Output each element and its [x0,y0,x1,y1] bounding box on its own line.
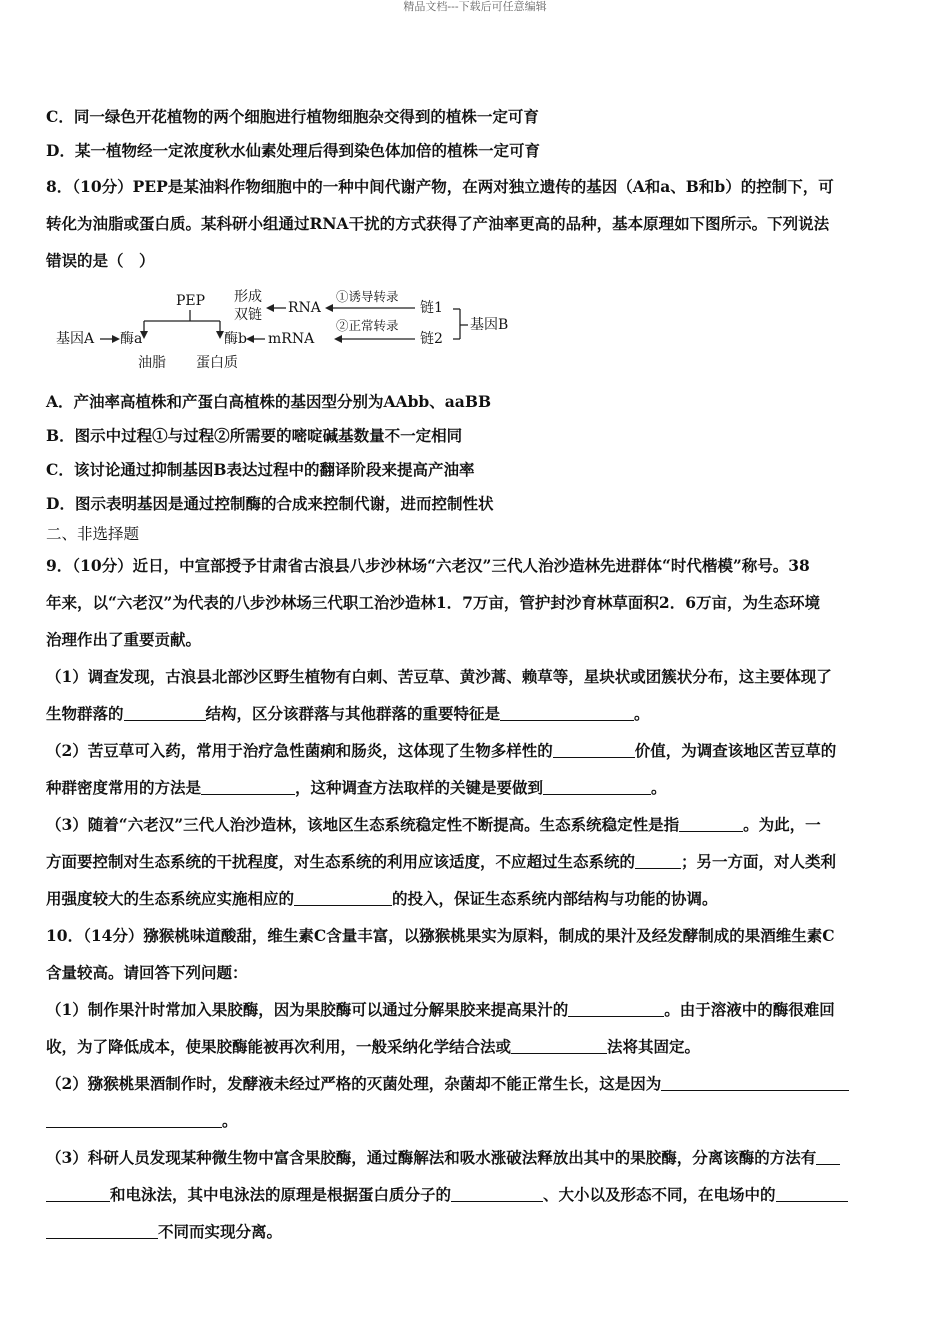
text-segment: （1）制作果汁时常加入果胶酶，因为果胶酶可以通过分解果胶来提高果汁的 [46,1000,569,1019]
enzyme-b-label: 酶b [224,331,247,347]
text-segment: 法将其固定。 [607,1037,701,1056]
q8-option-b: B．图示中过程①与过程②所需要的嘧啶碱基数量不一定相同 [46,426,463,445]
text-segment: 。 [651,778,667,797]
text-segment: 不同而实现分离。 [158,1222,283,1241]
q10-line-1: 10．（14分）猕猴桃味道酸甜，维生素C含量丰富，以猕猴桃果实为原料，制成的果汁及经发酵制成的果酒维生素C [46,926,835,945]
answer-blank[interactable] [679,813,743,832]
answer-blank[interactable] [776,1183,848,1202]
text-segment: （2）苦豆草可入药，常用于治疗急性菌痢和肠炎，这体现了生物多样性的 [46,741,553,760]
text-segment: ；另一方面，对人类利 [681,852,837,871]
q9-line-2: 年来，以“六老汉”为代表的八步沙林场三代职工治沙造林1．7万亩，管护封沙育林草面积2．6万亩，为生态环境 [46,593,820,612]
q10-sub3-line-2 [46,1176,908,1213]
answer-blank[interactable] [661,1072,849,1091]
text-segment: 的投入，保证生态系统内部结构与功能的协调。 [392,889,718,908]
page-header: 精品文档---下载后可任意编辑 [403,0,547,13]
q9-sub3-line-3 [46,880,908,917]
q9-sub1-line-2 [46,695,908,732]
text-segment: 价值，为调查该地区苦豆草的 [634,741,837,760]
form-label: 形成 [234,289,262,305]
text-segment: 。 [222,1111,238,1130]
answer-blank[interactable] [451,1183,543,1202]
q10-sub3-line-3 [46,1213,908,1250]
text-segment: 种群密度常用的方法是 [46,778,202,797]
answer-blank[interactable] [46,1220,158,1239]
normal-transcription-label: ②正常转录 [336,318,399,333]
text-segment: 用强度较大的生态系统应实施相应的 [46,889,295,908]
rna-label: RNA [288,300,321,316]
rna-interference-diagram [50,285,570,377]
text-segment: （3）随着“六老汉”三代人治沙造林，该地区生态系统稳定性不断提高。生态系统稳定性是指 [46,815,680,834]
q8-line-2: 转化为油脂或蛋白质。某科研小组通过RNA干扰的方式获得了产油率更高的品种，基本原理如下图所示。下列说法 [46,214,830,233]
q9-sub3-line-1 [46,806,908,843]
answer-blank[interactable] [816,1146,840,1165]
text-segment: （3）科研人员发现某种微生物中富含果胶酶，通过酶解法和吸水涨破法释放出其中的果胶酶，分离该酶的方法有 [46,1148,817,1167]
text-segment: （2）猕猴桃果酒制作时，发酵液未经过严格的灭菌处理，杂菌却不能正常生长，这是因为 [46,1074,662,1093]
text-segment: 方面要控制对生态系统的干扰程度，对生态系统的利用应该适度，不应超过生态系统的 [46,852,636,871]
answer-blank[interactable] [46,1109,222,1128]
q9-sub2-line-2 [46,769,908,806]
text-segment: 。 [634,704,650,723]
q9-line-1: 9．（10分）近日，中宣部授予甘肃省古浪县八步沙林场“六老汉”三代人治沙造林先进群体“时代楷模”称号。38 [46,556,810,575]
answer-blank[interactable] [543,776,651,795]
chain-2-label: 链2 [420,331,443,347]
text-segment: 、大小以及形态不同，在电场中的 [543,1185,776,1204]
text-segment: 收，为了降低成本，使果胶酶能被再次利用，一般采纳化学结合法或 [46,1037,512,1056]
q8-option-c: C．该讨论通过抑制基因B表达过程中的翻译阶段来提高产油率 [46,460,475,479]
q9-sub2-line-1 [46,732,908,769]
enzyme-a-label: 酶a [120,331,143,347]
q9-sub1-line-1: （1）调查发现，古浪县北部沙区野生植物有白刺、苦豆草、黄沙蒿、赖草等，星块状或团簇状分布，这主要体现了 [46,667,832,686]
text-segment: 结构，区分该群落与其他群落的重要特征是 [205,704,501,723]
q9-line-3: 治理作出了重要贡献。 [46,630,202,649]
double-strand-label: 双链 [234,307,262,323]
gene-a-label: 基因A [56,331,95,347]
answer-blank[interactable] [511,1035,607,1054]
option-c: C．同一绿色开花植物的两个细胞进行植物细胞杂交得到的植株一定可育 [46,107,539,126]
gene-b-label: 基因B [470,317,509,333]
text-segment: 。由于溶液中的酶很难回 [664,1000,835,1019]
q10-sub1-line-2 [46,1028,908,1065]
q10-sub3-line-1 [46,1139,908,1176]
answer-blank[interactable] [124,702,206,721]
answer-blank[interactable] [568,998,664,1017]
q8-line-3: 错误的是（ ） [46,251,155,270]
option-d: D．某一植物经一定浓度秋水仙素处理后得到染色体加倍的植株一定可育 [46,141,540,160]
answer-blank[interactable] [635,850,681,869]
induced-transcription-label: ①诱导转录 [336,289,399,304]
chain-1-label: 链1 [420,300,443,316]
q10-sub2-line-2 [46,1102,908,1139]
protein-label: 蛋白质 [196,355,238,371]
q10-line-2: 含量较高。请回答下列问题： [46,963,248,982]
q9-sub3-line-2 [46,843,908,880]
oil-label: 油脂 [138,355,166,371]
answer-blank[interactable] [500,702,634,721]
text-segment: ，这种调查方法取样的关键是要做到 [295,778,544,797]
text-segment: 。为此，一 [743,815,821,834]
q10-sub1-line-1 [46,991,908,1028]
q8-option-d: D．图示表明基因是通过控制酶的合成来控制代谢，进而控制性状 [46,494,494,513]
q10-sub2-line-1 [46,1065,908,1102]
q8-option-a: A．产油率高植株和产蛋白高植株的基因型分别为AAbb、aaBB [46,392,492,411]
pep-label: PEP [176,293,206,309]
section-2-heading: 二、非选择题 [46,525,140,543]
document-body [46,100,908,1250]
q8-line-1: 8．（10分）PEP是某油料作物细胞中的一种中间代谢产物，在两对独立遗传的基因（A和a、B和b）的控制下，可 [46,177,834,196]
answer-blank[interactable] [46,1183,110,1202]
text-segment: 和电泳法，其中电泳法的原理是根据蛋白质分子的 [110,1185,452,1204]
answer-blank[interactable] [553,739,635,758]
answer-blank[interactable] [294,887,392,906]
answer-blank[interactable] [201,776,295,795]
mrna-label: mRNA [268,331,315,347]
text-segment: 生物群落的 [46,704,124,723]
